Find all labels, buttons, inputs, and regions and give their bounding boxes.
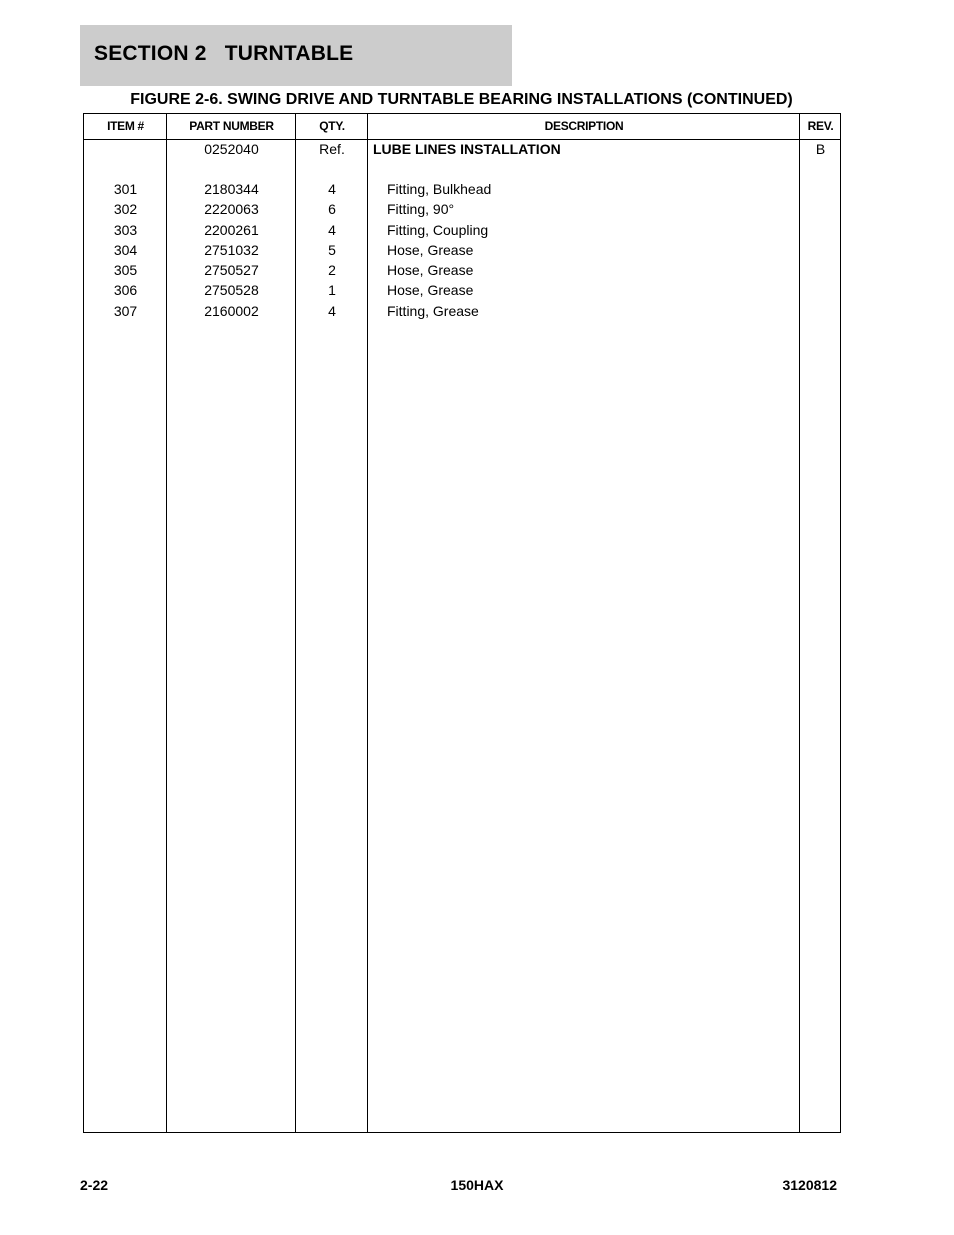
table-row <box>84 179 840 199</box>
figure-title: FIGURE 2-6. SWING DRIVE AND TURNTABLE BEARING INSTALLATIONS (CONTINUED) <box>130 91 793 108</box>
table-row <box>84 199 840 219</box>
description: Hose, Grease <box>387 242 474 258</box>
table-row <box>84 301 840 321</box>
item-number: 305 <box>113 262 138 278</box>
description: Fitting, Bulkhead <box>387 181 492 197</box>
revision: B <box>815 141 826 157</box>
item-number: 306 <box>113 282 138 298</box>
header-description: DESCRIPTION <box>544 119 624 133</box>
page-number: 2-22 <box>80 1177 109 1193</box>
quantity: 4 <box>328 222 336 238</box>
parts-table <box>83 113 841 1133</box>
quantity: 2 <box>328 262 336 278</box>
description: Fitting, 90° <box>387 201 455 217</box>
item-number: 304 <box>113 242 138 258</box>
quantity: 5 <box>328 242 336 258</box>
part-number: 2160002 <box>204 303 259 319</box>
document-number: 3120812 <box>782 1177 837 1193</box>
description: Hose, Grease <box>387 262 474 278</box>
part-number: 2200261 <box>204 222 259 238</box>
quantity: 1 <box>328 282 336 298</box>
description: Hose, Grease <box>387 282 474 298</box>
quantity: 4 <box>328 303 336 319</box>
part-number: 0252040 <box>204 141 259 157</box>
quantity: Ref. <box>319 141 345 157</box>
header-part-number: PART NUMBER <box>189 119 274 133</box>
header-qty: QTY. <box>319 119 345 133</box>
section-header <box>80 25 512 86</box>
assembly-row <box>84 139 840 159</box>
part-number: 2750528 <box>204 282 259 298</box>
table-row <box>84 280 840 300</box>
table-row <box>84 260 840 280</box>
quantity: 4 <box>328 181 336 197</box>
header-rev: REV. <box>807 119 834 133</box>
item-number: 303 <box>113 222 138 238</box>
item-number: 307 <box>113 303 138 319</box>
description: LUBE LINES INSTALLATION <box>373 141 561 157</box>
part-number: 2750527 <box>204 262 259 278</box>
model-name: 150HAX <box>450 1177 504 1193</box>
quantity: 6 <box>328 201 336 217</box>
description: Fitting, Coupling <box>387 222 489 238</box>
table-row <box>84 240 840 260</box>
section-title: SECTION 2 TURNTABLE <box>94 42 354 65</box>
item-number: 301 <box>113 181 138 197</box>
description: Fitting, Grease <box>387 303 479 319</box>
part-number: 2220063 <box>204 201 259 217</box>
part-number: 2180344 <box>204 181 259 197</box>
header-item: ITEM # <box>107 119 144 133</box>
part-number: 2751032 <box>204 242 259 258</box>
table-row <box>84 220 840 240</box>
item-number: 302 <box>113 201 138 217</box>
